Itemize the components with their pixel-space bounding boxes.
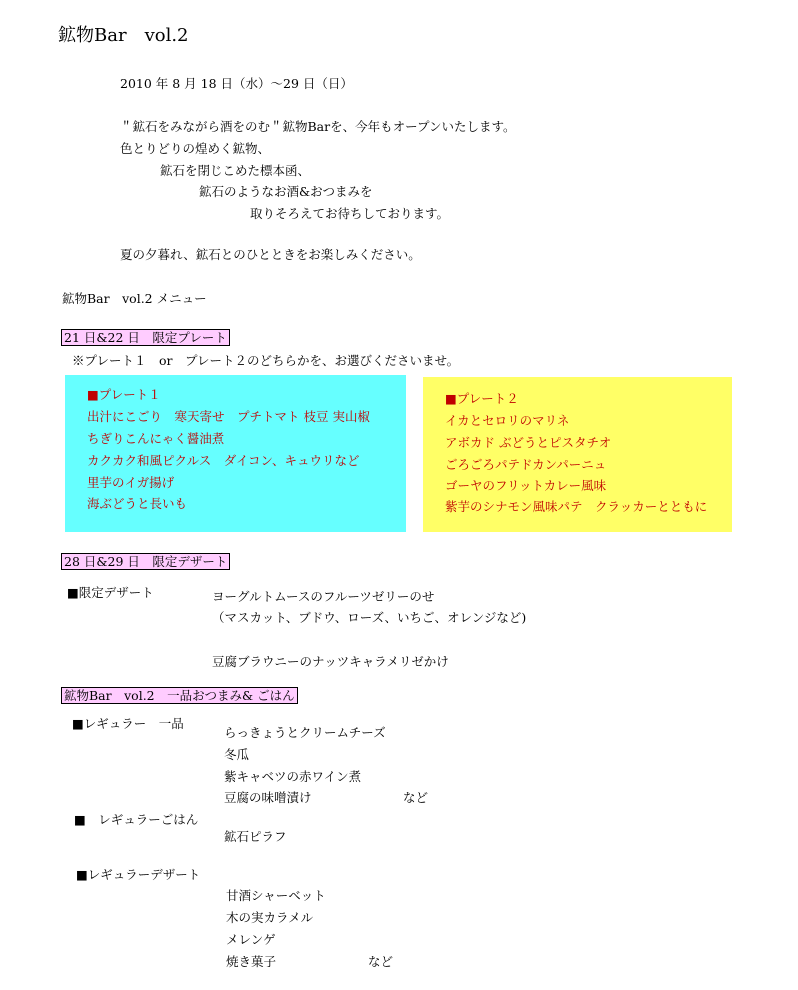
plate-2-title: ■プレート２ bbox=[445, 391, 519, 406]
regular-snack-item: らっきょうとクリームチーズ bbox=[224, 725, 386, 740]
intro-line-2: 色とりどりの煌めく鉱物、 bbox=[120, 141, 271, 156]
regular-dessert-item: メレンゲ bbox=[226, 932, 276, 947]
plate-1-item: 里芋のイガ揚げ bbox=[87, 475, 175, 490]
regular-snacks-heading: ■レギュラー 一品 bbox=[72, 716, 184, 731]
regular-snack-item: 紫キャベツの赤ワイン煮 bbox=[224, 769, 362, 784]
intro-line-3: 鉱石を閉じこめた標本函、 bbox=[160, 163, 311, 178]
plate-2-item: ごろごろパテドカンパーニュ bbox=[445, 457, 607, 472]
plate-1-panel bbox=[65, 375, 406, 532]
menu-heading: 鉱物Bar vol.2 メニュー bbox=[62, 291, 207, 306]
regular-snack-item: 冬瓜 bbox=[224, 747, 250, 762]
plate-1-item: 出汁にこごり 寒天寄せ プチトマト 枝豆 実山椒 bbox=[87, 409, 370, 424]
plate-2-item: 紫芋のシナモン風味パテ クラッカーとともに bbox=[445, 499, 708, 514]
intro-line-4: 鉱石のようなお酒&おつまみを bbox=[199, 184, 373, 199]
regular-dessert-item: 甘酒シャーベット bbox=[226, 888, 326, 903]
closing-line: 夏の夕暮れ、鉱石とのひとときをお楽しみください。 bbox=[120, 247, 421, 262]
plate-1-title: ■プレート１ bbox=[87, 387, 161, 402]
regular-dessert-item: 焼き菓子 bbox=[226, 954, 277, 969]
regular-snack-etc: など bbox=[403, 790, 429, 805]
intro-line-1: ＂鉱石をみながら酒をのむ＂鉱物Barを、今年もオープンいたします。 bbox=[120, 119, 516, 134]
limited-dessert-heading: ■限定デザート bbox=[67, 585, 154, 600]
plate-1-item: 海ぶどうと長いも bbox=[87, 496, 188, 511]
regular-dessert-etc: など bbox=[368, 954, 394, 969]
plate-2-item: ゴーヤのフリットカレー風味 bbox=[445, 478, 607, 493]
limited-dessert-item: ヨーグルトムースのフルーツゼリーのせ bbox=[212, 589, 435, 604]
plate-1-item: カクカク和風ピクルス ダイコン、キュウリなど bbox=[87, 453, 360, 468]
regular-dessert-item: 木の実カラメル bbox=[226, 910, 314, 925]
regular-rice-item: 鉱石ピラフ bbox=[224, 829, 287, 844]
regular-section-label: 鉱物Bar vol.2 一品おつまみ& ごはん bbox=[61, 687, 298, 704]
limited-dessert-item: （マスカット、ブドウ、ローズ、いちご、オレンジなど) bbox=[212, 610, 527, 625]
regular-rice-heading: ■ レギュラーごはん bbox=[74, 812, 199, 827]
plate-2-panel bbox=[423, 377, 732, 532]
limited-dessert-item: 豆腐ブラウニーのナッツキャラメリゼかけ bbox=[212, 654, 449, 669]
plate-choice-note: ※プレート１ or プレート２のどちらかを、お選びくださいませ。 bbox=[72, 353, 460, 368]
plate-section-label: 21 日&22 日 限定プレート bbox=[61, 329, 230, 346]
plate-1-item: ちぎりこんにゃく醤油煮 bbox=[87, 431, 225, 446]
plate-2-item: アボカド ぶどうとピスタチオ bbox=[445, 435, 612, 450]
regular-dessert-heading: ■レギュラーデザート bbox=[76, 867, 201, 882]
plate-2-item: イカとセロリのマリネ bbox=[445, 413, 570, 428]
event-date: 2010 年 8 月 18 日（水）〜29 日（日） bbox=[120, 76, 353, 91]
dessert-section-label: 28 日&29 日 限定デザート bbox=[61, 553, 230, 570]
intro-line-5: 取りそろえてお待ちしております。 bbox=[250, 206, 450, 221]
page-title: 鉱物Bar vol.2 bbox=[58, 25, 189, 46]
regular-snack-item: 豆腐の味噌漬け bbox=[224, 790, 312, 805]
